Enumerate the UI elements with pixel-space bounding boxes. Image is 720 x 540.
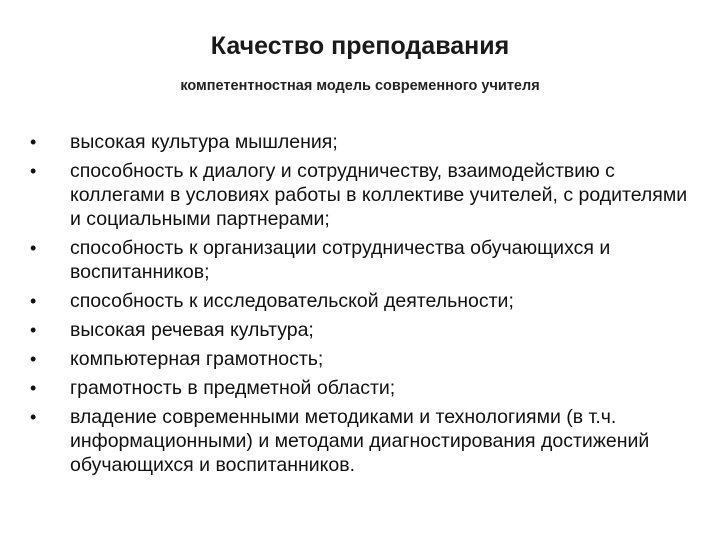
bullet-icon: • (30, 349, 37, 369)
slide-title: Качество преподавания (210, 32, 510, 60)
bullet-icon: • (30, 132, 37, 152)
list-item-text: владение современными методиками и технологиями (в т.ч. информационными) и методами диагностирования достижений обучающихся и воспитанников. (70, 406, 650, 476)
list-item (30, 376, 700, 400)
bullet-icon: • (30, 291, 37, 311)
list-item-text: высокая речевая культура; (70, 319, 314, 341)
list-item-text: способность к организации сотрудничества обучающихся и воспитанников; (70, 237, 611, 283)
list-item (30, 130, 700, 154)
bullet-icon: • (30, 407, 37, 427)
bullet-icon: • (30, 161, 37, 181)
bullet-icon: • (30, 238, 37, 258)
list-item-text: способность к исследовательской деятельности; (70, 290, 514, 312)
list-item-text: грамотность в предметной области; (70, 377, 396, 399)
bullet-list (30, 130, 700, 482)
bullet-icon: • (30, 320, 37, 340)
list-item (30, 347, 700, 371)
list-item-text: высокая культура мышления; (70, 131, 338, 153)
list-item (30, 159, 700, 231)
list-item-text: компьютерная грамотность; (70, 348, 324, 370)
list-item (30, 318, 700, 342)
list-item (30, 289, 700, 313)
list-item (30, 236, 700, 284)
list-item (30, 405, 700, 477)
list-item-text: способность к диалогу и сотрудничеству, взаимодействию с коллегами в условиях работы в коллективе учителей, с родителями и социальными партнерами; (70, 160, 688, 230)
slide-subtitle: компетентностная модель современного учителя (180, 78, 540, 94)
bullet-icon: • (30, 378, 37, 398)
